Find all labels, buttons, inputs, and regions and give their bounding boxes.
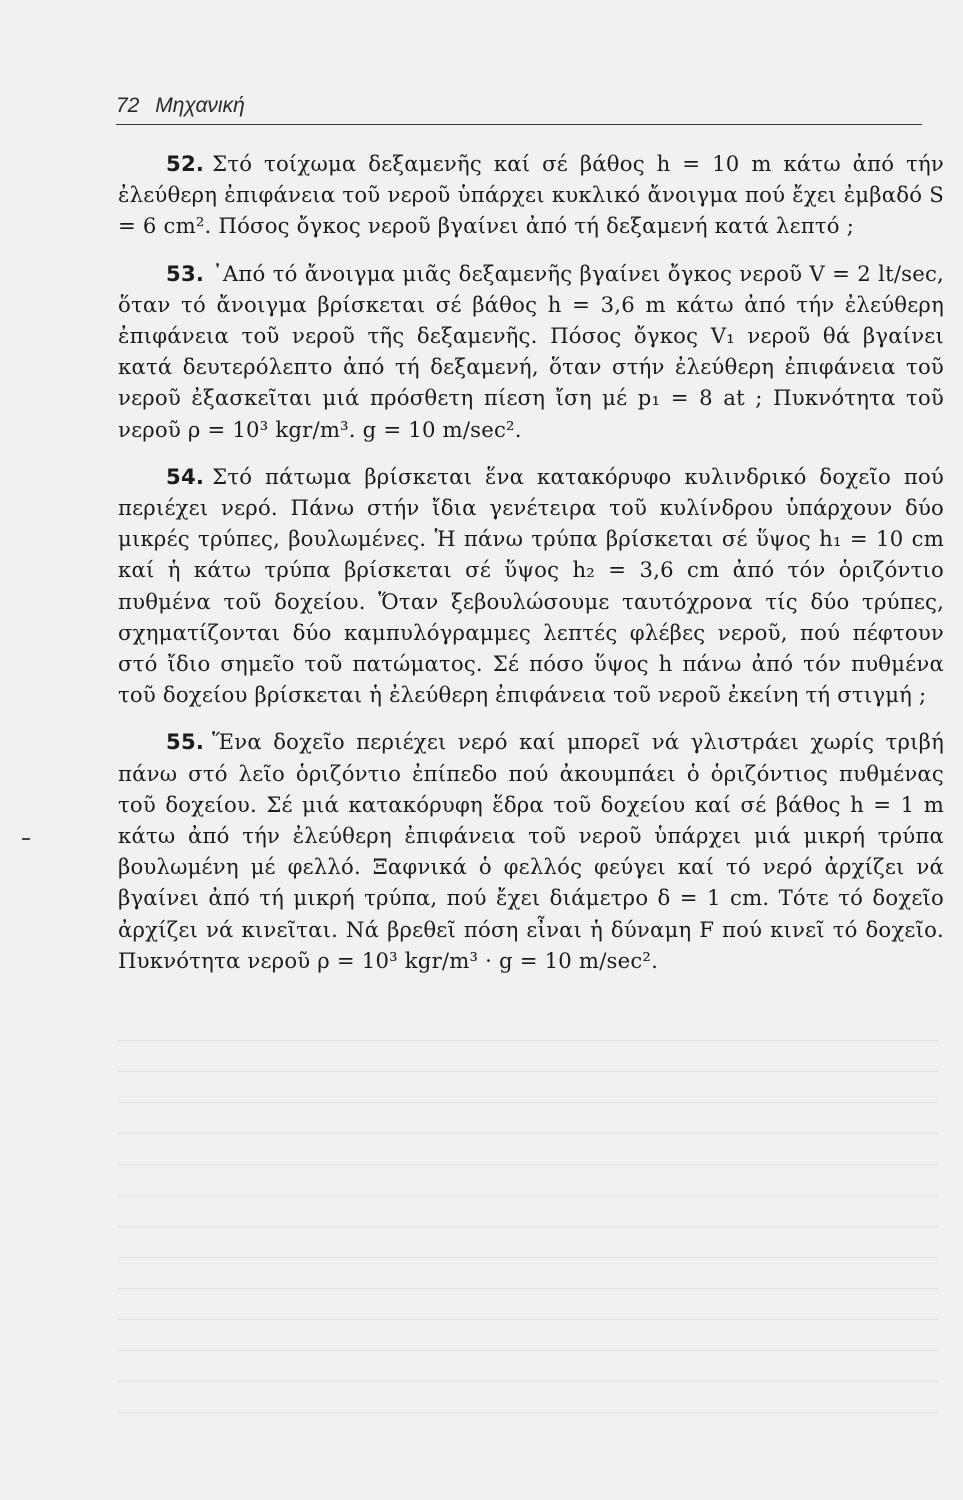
- problem-54: [118, 461, 944, 711]
- problem-number: 53.: [166, 260, 205, 286]
- margin-mark: [22, 838, 30, 840]
- problem-number: 55.: [166, 729, 205, 755]
- problem-text: Στό πάτωμα βρίσκεται ἕνα κατακόρυφο κυλινδρικό δοχεῖο πού περιέχει νερό. Πάνω στήν ἴδια γενέτειρα τοῦ κυλίνδρου ὑπάρχουν δύο μικρές τρύπες, βουλωμένες. Ἡ πάνω τρύπα βρίσκεται σέ ὕψος h₁ = 10 cm καί ἡ κάτω τρύπα βρίσκεται σέ ὕψος h₂ = 3,6 cm ἀπό τόν ὁριζόντιο πυθμένα τοῦ δοχείου. Ὅταν ξεβουλώσουμε ταυτόχρονα τίς δύο τρύπες, σχηματίζονται δύο καμπυλόγραμμες λεπτές φλέβες νεροῦ, πού πέφτουν στό ἴδιο σημεῖο τοῦ πατώματος. Σέ πόσο ὕψος h πάνω ἀπό τόν πυθμένα τοῦ δοχείου βρίσκεται ἡ ἐλεύθερη ἐπιφάνεια τοῦ νεροῦ ἐκείνη τή στιγμή ;: [118, 463, 944, 708]
- page-number: 72: [116, 94, 140, 117]
- header-rule: [116, 124, 922, 125]
- problem-text: ᾿Από τό ἄνοιγμα μιᾶς δεξαμενῆς βγαίνει ὄγκος νεροῦ V = 2 lt/sec, ὅταν τό ἄνοιγμα βρίσκεται σέ βάθος h = 3,6 m κάτω ἀπό τήν ἐλεύθερη ἐπιφάνεια τοῦ νεροῦ τῆς δεξαμενῆς. Πόσος ὄγκος V₁ νεροῦ θά βγαίνει κατά δευτερόλεπτο ἀπό τή δεξαμενή, ὅταν στήν ἐλεύθερη ἐπιφάνεια τοῦ νεροῦ ἐξασκεῖται μιά πρόσθετη πίεση ἴση μέ p₁ = 8 at ; Πυκνότητα τοῦ νεροῦ ρ = 10³ kgr/m³. g = 10 m/sec².: [118, 260, 944, 442]
- problem-text: Ἕνα δοχεῖο περιέχει νερό καί μπορεῖ νά γλιστράει χωρίς τριβή πάνω στό λεῖο ὁριζόντιο ἐπίπεδο πού ἀκουμπάει ὁ ὁριζόντιος πυθμένας τοῦ δοχείου. Σέ μιά κατακόρυφη ἕδρα τοῦ δοχείου καί σέ βάθος h = 1 m κάτω ἀπό τήν ἐλεύθερη ἐπιφάνεια τοῦ νεροῦ ὑπάρχει μιά μικρή τρύπα βουλωμένη μέ φελλό. Ξαφνικά ὁ φελλός φεύγει καί τό νερό ἀρχίζει νά βγαίνει ἀπό τή μικρή τρύπα, πού ἔχει διάμετρο δ = 1 cm. Τότε τό δοχεῖο ἀρχίζει νά κινεῖται. Νά βρεθεῖ πόση εἶναι ἡ δύναμη F πού κινεῖ τό δοχεῖο. Πυκνότητα νεροῦ ρ = 10³ kgr/m³ · g = 10 m/sec².: [118, 729, 944, 973]
- problem-52: [118, 148, 944, 242]
- problem-text: Στό τοίχωμα δεξαμενῆς καί σέ βάθος h = 10 m κάτω ἀπό τήν ἐλεύθερη ἐπιφάνεια τοῦ νεροῦ ὑπάρχει κυκλικό ἄνοιγμα πού ἔχει ἐμβαδό S = 6 cm². Πόσος ὄγκος νεροῦ βγαίνει ἀπό τή δεξαμενή κατά λεπτό ;: [118, 151, 944, 239]
- problem-list: [118, 148, 944, 992]
- problem-53: [118, 258, 944, 445]
- chapter-title: Μηχανική: [155, 94, 245, 117]
- problem-55: [118, 726, 944, 976]
- problem-number: 54.: [166, 463, 205, 489]
- show-through-text: [118, 1040, 938, 1440]
- running-header: [116, 94, 916, 118]
- problem-number: 52.: [166, 151, 205, 176]
